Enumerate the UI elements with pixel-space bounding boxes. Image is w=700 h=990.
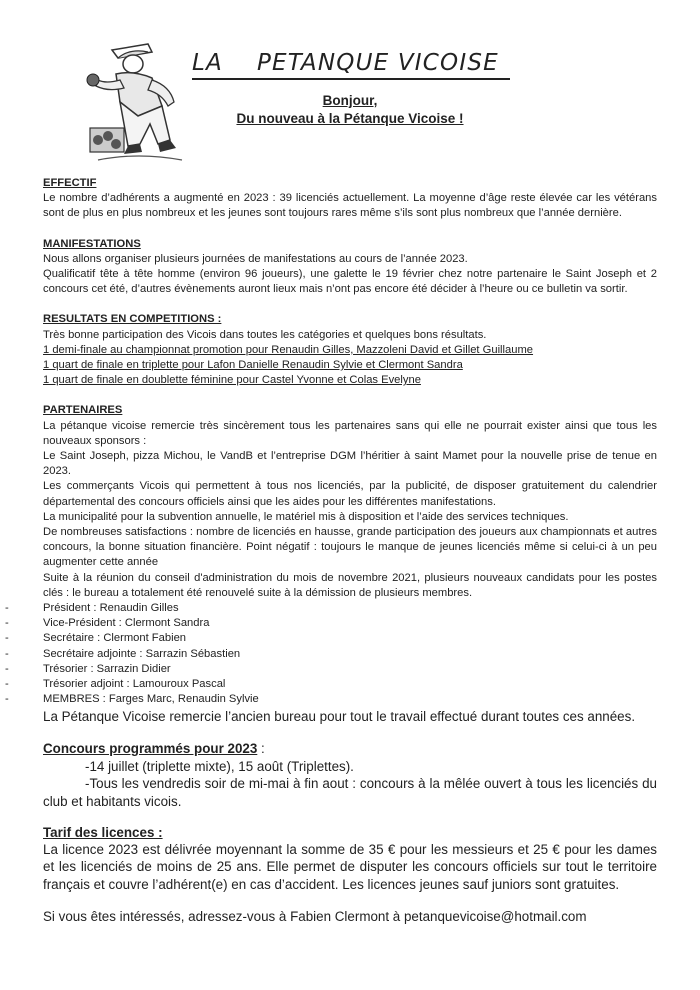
list-item: - Trésorier : Sarrazin Didier [5, 662, 171, 675]
effectif-heading: EFFECTIF [43, 177, 97, 189]
list-item: - Trésorier adjoint : Lamouroux Pascal [5, 678, 226, 691]
partenaires-p4: La municipalité pour la subvention annuelle, le matériel mis à disposition et l’aide des services techniques. [43, 510, 569, 523]
greeting-line-2: Du nouveau à la Pétanque Vicoise ! [236, 111, 464, 126]
bureau-members-list [5, 601, 657, 707]
resultats-heading: RESULTATS EN COMPETITIONS : [43, 313, 222, 326]
resultats-intro: Très bonne participation des Vicois dans toutes les catégories et quelques bons résultats. [43, 328, 487, 341]
effectif-text: Le nombre d’adhérents a augmenté en 2023 : 39 licenciés actuellement. La moyenne d’âge reste élevée car les vétérans sont de plus en plus nombreux et les jeunes sont toujours rares même s’ils sont plus nombreux que l’année dernière. [43, 192, 657, 220]
partenaires-p1: La pétanque vicoise remercie très sincèrement tous les partenaires sans qui elle ne pourrait exister ainsi que tous les nouveaux sponsors : [43, 419, 657, 447]
manifestations-line-2: Qualificatif tête à tête homme (environ 96 joueurs), une galette le 19 février chez notre partenaire le Saint Joseph et 2 concours cet été, d’autres évènements auront lieux mais n’ont pas encore été décider à l’heure ou ce bulletin va sortir. [43, 268, 657, 296]
partenaires-p3: Les commerçants Vicois qui permettent à tous nos licenciés, par la publicité, de disposer gratuitement du calendrier départemental des concours officiels ainsi que les aides pour les différentes manifestations. [43, 480, 657, 508]
bulletin-content [5, 176, 657, 926]
resultat-item: 1 quart de finale en doublette féminine pour Castel Yvonne et Colas Evelyne [43, 374, 421, 387]
list-item: - MEMBRES : Farges Marc, Renaudin Sylvie [5, 693, 259, 706]
concours-line-1: -14 juillet (triplette mixte), 15 août (Triplettes). [85, 758, 354, 774]
concours-heading-line: Concours programmés pour 2023 : [43, 741, 265, 757]
resultat-item: 1 quart de finale en triplette pour Lafon Danielle Renaudin Sylvie et Clermont Sandra [43, 359, 463, 372]
greeting-line-1: Bonjour, [322, 93, 378, 108]
resultat-item: 1 demi-finale au championnat promotion pour Renaudin Gilles, Mazzoleni David et Gillet Guillaume [43, 343, 534, 356]
list-item: - Président : Renaudin Gilles [5, 602, 179, 615]
concours-line-2: -Tous les vendredis soir de mi-mai à fin aout : concours à la mêlée ouvert à tous les licenciés du club et habitants vicois. [43, 776, 657, 809]
partenaires-p5: De nombreuses satisfactions : nombre de licenciés en hausse, grande participation des joueurs aux championnats et autres concours, la bonne situation financière. Point négatif : toujours le manque de jeunes licenciés même si celui-ci à un peu augmenter cette année [43, 526, 657, 569]
concours-heading: Concours programmés pour 2023 [43, 741, 258, 757]
list-item: - Vice-Président : Clermont Sandra [5, 617, 210, 630]
partenaires-p2: Le Saint Joseph, pizza Michou, le VandB et l’entreprise DGM l’héritier à saint Mamet pour la nouvelle prise de tenue en 2023. [43, 450, 657, 478]
page-title: LA PETANQUE VICOISE [192, 50, 510, 80]
thanks-text: La Pétanque Vicoise remercie l’ancien bureau pour tout le travail effectué durant toutes ces années. [43, 708, 636, 724]
list-item: - Secrétaire : Clermont Fabien [5, 632, 187, 645]
tarif-heading: Tarif des licences : [43, 825, 163, 841]
petanque-player-icon [78, 40, 190, 170]
manifestations-line-1: Nous allons organiser plusieurs journées de manifestations au cours de l’année 2023. [43, 252, 468, 265]
list-item: - Secrétaire adjointe : Sarrazin Sébastien [5, 647, 241, 660]
partenaires-p6: Suite à la réunion du conseil d'administration du mois de novembre 2021, plusieurs nouveaux candidats pour les postes clés : le bureau a totalement été renouvelé suite à la démission de plusieurs membres. [43, 571, 657, 599]
manifestations-heading: MANIFESTATIONS [43, 237, 141, 250]
contact-text: Si vous êtes intéressés, adressez-vous à Fabien Clermont à petanquevicoise@hotmail.com [43, 909, 587, 925]
partenaires-heading: PARTENAIRES [43, 404, 123, 417]
tarif-text: La licence 2023 est délivrée moyennant la somme de 35 € pour les messieurs et 25 € pour les dames et les licenciés de moins de 25 ans. Elle permet de disputer les concours officiels sur tout le territoire français et couvre l’adhérent(e) en cas d’accident. Les licences jeunes sauf juniors sont gratuites. [43, 841, 657, 892]
